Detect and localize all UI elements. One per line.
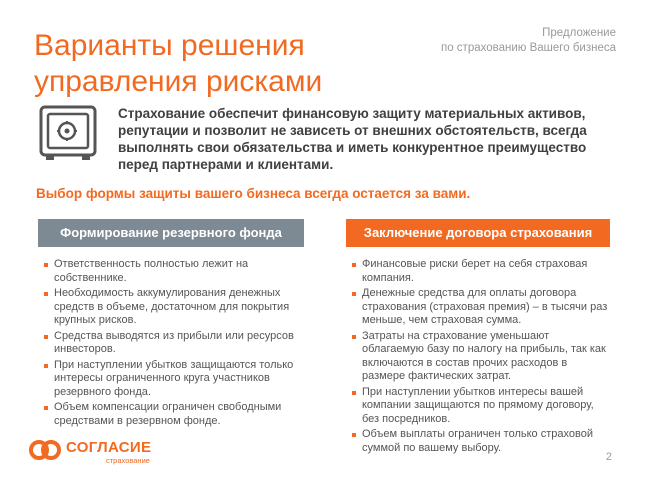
- list-item: Денежные средства для оплаты договора страхования (страховая премия) – в тысячи раз меньше, чем страховая сумма.: [350, 287, 612, 328]
- company-logo: [28, 436, 168, 466]
- subtitle-line-1: Предложение: [542, 27, 616, 39]
- subtitle-line-2: по страхованию Вашего бизнеса: [440, 42, 616, 54]
- list-item: Ответственность полностью лежит на собственнике.: [42, 258, 304, 285]
- page-title: Варианты решения управления рисками: [34, 29, 323, 98]
- insurance-contract-header: Заключение договора страхования: [346, 219, 610, 247]
- safe-icon: [36, 101, 100, 165]
- reserve-fund-list: [42, 258, 304, 430]
- list-item: При наступлении убытков интересы вашей компании защищаются по прямому договору, без посредников.: [350, 386, 612, 427]
- list-item: При наступлении убытков защищаются только интересы ограниченного круга участников резервного фонда.: [42, 359, 304, 400]
- logo-name: СОГЛАСИЕ: [66, 439, 152, 456]
- list-item: Объем компенсации ограничен свободными средствами в резервном фонде.: [42, 401, 304, 428]
- list-item: Необходимость аккумулирования денежных средств в объеме, достаточном для покрытия крупных рисков.: [42, 287, 304, 328]
- logo-rings-icon: [28, 438, 62, 462]
- reserve-fund-header: Формирование резервного фонда: [38, 219, 304, 247]
- list-item: Средства выводятся из прибыли или ресурсов инвесторов.: [42, 330, 304, 357]
- insurance-contract-list: [350, 258, 612, 457]
- page-number: 2: [605, 451, 612, 463]
- logo-tagline: страхование: [106, 456, 150, 465]
- slide-subtitle: [396, 26, 616, 56]
- intro-text: Страхование обеспечит финансовую защиту материальных активов, репутации и позволит не зависеть от внешних обстоятельств, всегда выполнять свои обязательства и иметь конкурентное преимущество перед партнерами и клиентами.: [118, 106, 587, 172]
- list-item: Затраты на страхование уменьшают облагаемую базу по налогу на прибыль, так как включаются в состав прочих расходов в размере фактических затрат.: [350, 330, 612, 384]
- list-item: Финансовые риски берет на себя страховая компания.: [350, 258, 612, 285]
- choice-statement: Выбор формы защиты вашего бизнеса всегда остается за вами.: [36, 186, 471, 201]
- list-item: Объем выплаты ограничен только страховой суммой по вашему выбору.: [350, 428, 612, 455]
